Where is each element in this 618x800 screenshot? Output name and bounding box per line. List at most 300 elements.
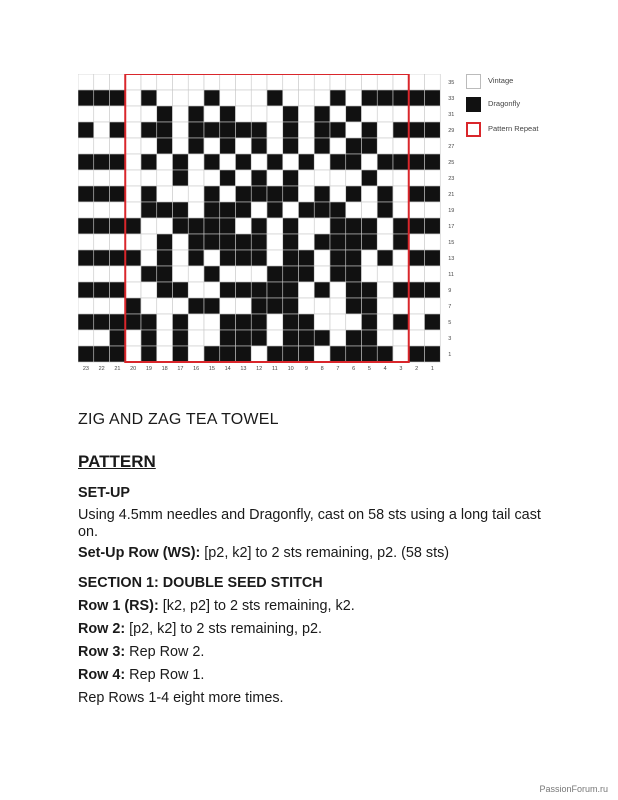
legend-label-dragonfly: Dragonfly <box>488 99 521 108</box>
chart-cell <box>362 282 378 298</box>
column-number-label: 22 <box>98 366 105 372</box>
chart-cell <box>141 330 157 346</box>
column-number-label: 3 <box>399 366 403 372</box>
chart-cell <box>125 282 141 298</box>
chart-cell <box>141 234 157 250</box>
chart-cell <box>346 330 362 346</box>
chart-cell <box>78 218 94 234</box>
chart-cell <box>251 90 267 106</box>
chart-cell <box>346 346 362 362</box>
chart-cell <box>157 202 173 218</box>
chart-cell <box>377 266 393 282</box>
chart-cell <box>299 266 315 282</box>
row-number-label: 17 <box>448 224 455 230</box>
chart-cell <box>173 154 189 170</box>
chart-cell <box>330 106 346 122</box>
chart-cell <box>299 74 315 90</box>
chart-cell <box>94 170 110 186</box>
setup-row-text: [p2, k2] to 2 sts remaining, p2. (58 sts) <box>200 545 450 561</box>
column-number-label: 1 <box>430 366 434 372</box>
chart-cell <box>425 106 441 122</box>
chart-cell <box>409 122 425 138</box>
chart-cell <box>409 234 425 250</box>
chart-cell <box>157 90 173 106</box>
chart-cell <box>393 122 409 138</box>
chart-cell <box>362 314 378 330</box>
chart-cell <box>94 154 110 170</box>
chart-cell <box>330 314 346 330</box>
chart-cell <box>220 314 236 330</box>
chart-cell <box>393 186 409 202</box>
chart-cell <box>377 218 393 234</box>
chart-cell <box>125 314 141 330</box>
chart-cell <box>409 170 425 186</box>
chart-cell <box>299 106 315 122</box>
chart-cell <box>125 122 141 138</box>
row-number-label: 5 <box>448 320 452 326</box>
row-number-label: 35 <box>448 80 455 86</box>
row4-text: Rep Row 1. <box>125 667 205 683</box>
chart-cell <box>283 218 299 234</box>
chart-cell <box>425 266 441 282</box>
chart-cell <box>409 138 425 154</box>
chart-cell <box>94 282 110 298</box>
chart-cell <box>204 282 220 298</box>
chart-cell <box>94 218 110 234</box>
chart-cell <box>283 330 299 346</box>
chart-cell <box>125 266 141 282</box>
chart-cell <box>173 218 189 234</box>
chart-cell <box>251 202 267 218</box>
setup-row-label: Set-Up Row (WS): <box>78 545 201 561</box>
chart-cell <box>362 250 378 266</box>
chart-cell <box>173 74 189 90</box>
chart-cell <box>188 74 204 90</box>
chart-cell <box>330 170 346 186</box>
chart-cell <box>78 266 94 282</box>
chart-cell <box>78 154 94 170</box>
chart-cell <box>346 122 362 138</box>
chart-cell <box>346 170 362 186</box>
chart-cell <box>299 234 315 250</box>
chart-cell <box>125 250 141 266</box>
chart-cell <box>314 250 330 266</box>
row-number-label: 27 <box>448 144 455 150</box>
chart-cell <box>188 250 204 266</box>
row-number-label: 15 <box>448 240 455 246</box>
chart-cell <box>204 154 220 170</box>
chart-cell <box>377 298 393 314</box>
chart-grid <box>78 74 472 374</box>
chart-cell <box>409 90 425 106</box>
chart-cell <box>393 138 409 154</box>
chart-cell <box>283 74 299 90</box>
chart-cell <box>362 266 378 282</box>
chart-cell <box>110 282 126 298</box>
chart-cell <box>204 314 220 330</box>
chart-cell <box>314 154 330 170</box>
chart-cell <box>251 122 267 138</box>
chart-cell <box>330 250 346 266</box>
chart-cell <box>204 346 220 362</box>
chart-cell <box>314 74 330 90</box>
chart-cell <box>283 250 299 266</box>
chart-cell <box>283 90 299 106</box>
chart-cell <box>393 90 409 106</box>
pattern-heading: PATTERN <box>78 452 156 471</box>
chart-cell <box>94 266 110 282</box>
chart-cell <box>220 218 236 234</box>
chart-cell <box>94 186 110 202</box>
chart-cell <box>314 122 330 138</box>
chart-cell <box>267 330 283 346</box>
chart-cell <box>330 90 346 106</box>
chart-cell <box>141 218 157 234</box>
chart-cell <box>267 170 283 186</box>
chart-cell <box>251 282 267 298</box>
chart-cell <box>409 202 425 218</box>
pattern-title: ZIG AND ZAG TEA TOWEL <box>78 411 279 428</box>
column-number-label: 13 <box>240 366 247 372</box>
chart-cell <box>188 218 204 234</box>
chart-cell <box>251 250 267 266</box>
chart-cell <box>362 234 378 250</box>
chart-cell <box>377 138 393 154</box>
column-number-label: 16 <box>193 366 200 372</box>
chart-cell <box>141 282 157 298</box>
chart-cell <box>157 298 173 314</box>
chart-cell <box>409 154 425 170</box>
row-number-label: 11 <box>448 272 454 278</box>
row3 <box>78 644 548 661</box>
chart-cell <box>236 218 252 234</box>
chart-cell <box>299 138 315 154</box>
column-number-label: 17 <box>177 366 184 372</box>
chart-cell <box>377 154 393 170</box>
chart-cell <box>220 234 236 250</box>
chart-cell <box>78 250 94 266</box>
chart-cell <box>141 74 157 90</box>
chart-cell <box>173 122 189 138</box>
column-number-label: 15 <box>208 366 215 372</box>
chart-cell <box>236 106 252 122</box>
chart-cell <box>236 74 252 90</box>
legend-item-dragonfly <box>466 97 606 117</box>
column-number-label: 23 <box>82 366 89 372</box>
chart-cell <box>346 266 362 282</box>
chart-cell <box>220 186 236 202</box>
chart-cell <box>251 314 267 330</box>
chart-cell <box>157 346 173 362</box>
chart-cell <box>299 90 315 106</box>
chart-cell <box>78 346 94 362</box>
chart-cell <box>346 314 362 330</box>
chart-cell <box>220 170 236 186</box>
chart-cell <box>157 218 173 234</box>
chart-cell <box>204 122 220 138</box>
chart-cell <box>377 346 393 362</box>
chart-cell <box>141 122 157 138</box>
chart-cell <box>78 186 94 202</box>
chart-cell <box>141 266 157 282</box>
chart-cell <box>188 346 204 362</box>
chart-cell <box>78 106 94 122</box>
chart-cell <box>157 234 173 250</box>
chart-cell <box>220 282 236 298</box>
chart-cell <box>251 266 267 282</box>
chart-cell <box>409 282 425 298</box>
chart-cell <box>251 154 267 170</box>
chart-cell <box>110 122 126 138</box>
chart-cell <box>346 186 362 202</box>
chart-cell <box>425 298 441 314</box>
chart-cell <box>377 282 393 298</box>
chart-cell <box>283 266 299 282</box>
chart-cell <box>94 346 110 362</box>
section1-heading: SECTION 1: DOUBLE SEED STITCH <box>78 575 323 591</box>
chart-cell <box>204 90 220 106</box>
chart-cell <box>251 138 267 154</box>
chart-cell <box>157 106 173 122</box>
chart-cell <box>157 170 173 186</box>
chart-cell <box>110 314 126 330</box>
chart-cell <box>78 298 94 314</box>
chart-cell <box>94 138 110 154</box>
chart-cell <box>299 154 315 170</box>
chart-cell <box>330 330 346 346</box>
chart-cell <box>362 346 378 362</box>
chart-cell <box>157 314 173 330</box>
chart-cell <box>236 314 252 330</box>
chart-cell <box>330 234 346 250</box>
chart-cell <box>110 154 126 170</box>
chart-cell <box>125 218 141 234</box>
chart-cell <box>314 314 330 330</box>
row-number-label: 7 <box>448 304 452 310</box>
chart-cell <box>220 250 236 266</box>
chart-cell <box>314 186 330 202</box>
row-number-label: 19 <box>448 208 455 214</box>
chart-cell <box>236 90 252 106</box>
chart-cell <box>314 234 330 250</box>
row2-label: Row 2: <box>78 621 126 637</box>
chart-cell <box>251 346 267 362</box>
legend-swatch-pattern-repeat <box>466 122 481 137</box>
setup-text: Using 4.5mm needles and Dragonfly, cast on 58 sts using a long tail cast on. <box>78 507 541 540</box>
chart-cell <box>346 218 362 234</box>
chart-cell <box>299 298 315 314</box>
column-number-label: 8 <box>320 366 324 372</box>
chart-cell <box>236 234 252 250</box>
chart-cell <box>330 346 346 362</box>
chart-cell <box>377 202 393 218</box>
chart-cell <box>78 202 94 218</box>
chart-cell <box>220 298 236 314</box>
chart-cell <box>110 234 126 250</box>
chart-cell <box>220 106 236 122</box>
chart-cell <box>236 122 252 138</box>
chart-cell <box>173 202 189 218</box>
chart-cell <box>236 346 252 362</box>
chart-cell <box>188 234 204 250</box>
chart-cell <box>299 330 315 346</box>
chart-cell <box>188 314 204 330</box>
chart-cell <box>94 90 110 106</box>
chart-cell <box>362 202 378 218</box>
row2-text: [p2, k2] to 2 sts remaining, p2. <box>125 621 322 637</box>
chart-cell <box>377 186 393 202</box>
chart-cell <box>346 138 362 154</box>
chart-cell <box>204 186 220 202</box>
chart-cell <box>377 330 393 346</box>
row4 <box>78 667 548 684</box>
chart-cell <box>314 106 330 122</box>
chart-cell <box>377 74 393 90</box>
chart-cell <box>110 298 126 314</box>
row-number-label: 3 <box>448 336 452 342</box>
chart-cell <box>346 202 362 218</box>
chart-cell <box>251 298 267 314</box>
chart-cell <box>236 170 252 186</box>
chart-cell <box>267 282 283 298</box>
chart-cell <box>283 138 299 154</box>
chart-cell <box>204 234 220 250</box>
chart-cell <box>330 202 346 218</box>
chart-cell <box>393 282 409 298</box>
chart-cell <box>251 234 267 250</box>
chart-cell <box>251 74 267 90</box>
chart-cell <box>283 202 299 218</box>
column-number-label: 12 <box>256 366 263 372</box>
chart-cell <box>346 282 362 298</box>
column-number-label: 2 <box>415 366 419 372</box>
chart-cell <box>141 90 157 106</box>
chart-cell <box>78 90 94 106</box>
chart-cell <box>425 218 441 234</box>
chart-cell <box>141 138 157 154</box>
chart-cell <box>377 106 393 122</box>
chart-cell <box>409 346 425 362</box>
chart-cell <box>236 186 252 202</box>
chart-cell <box>173 314 189 330</box>
chart-cell <box>94 314 110 330</box>
chart-cell <box>110 266 126 282</box>
legend-swatch-vintage <box>466 74 481 89</box>
chart-cell <box>267 186 283 202</box>
chart-cell <box>283 186 299 202</box>
chart-cell <box>283 234 299 250</box>
chart-cell <box>425 282 441 298</box>
chart-cell <box>283 298 299 314</box>
chart-cell <box>409 314 425 330</box>
chart-cell <box>425 330 441 346</box>
chart-cell <box>314 170 330 186</box>
chart-cell <box>425 74 441 90</box>
chart-cell <box>220 346 236 362</box>
chart-cell <box>362 330 378 346</box>
chart-cell <box>393 314 409 330</box>
chart-cell <box>362 218 378 234</box>
chart-cell <box>157 282 173 298</box>
chart-cell <box>236 282 252 298</box>
chart-cell <box>314 90 330 106</box>
chart-cell <box>141 202 157 218</box>
chart-cell <box>173 250 189 266</box>
chart-cell <box>362 122 378 138</box>
row-number-label: 29 <box>448 128 455 134</box>
chart-cell <box>110 74 126 90</box>
legend-swatch-dragonfly <box>466 97 481 112</box>
chart-cell <box>220 122 236 138</box>
chart-cell <box>267 106 283 122</box>
chart-cell <box>125 74 141 90</box>
row2 <box>78 621 548 638</box>
chart-cell <box>314 218 330 234</box>
chart-cell <box>393 266 409 282</box>
chart-cell <box>299 282 315 298</box>
chart-cell <box>251 330 267 346</box>
chart-cell <box>220 330 236 346</box>
chart-cell <box>330 122 346 138</box>
chart-cell <box>141 250 157 266</box>
legend-label-vintage: Vintage <box>488 76 514 85</box>
chart-cell <box>188 154 204 170</box>
chart-cell <box>110 346 126 362</box>
chart-cell <box>267 266 283 282</box>
chart-cell <box>141 346 157 362</box>
chart-cell <box>236 330 252 346</box>
chart-cell <box>141 106 157 122</box>
chart-cell <box>110 218 126 234</box>
chart-cell <box>314 282 330 298</box>
chart-cell <box>314 266 330 282</box>
chart-cell <box>188 202 204 218</box>
chart-cell <box>141 170 157 186</box>
chart-cell <box>393 250 409 266</box>
chart-cell <box>110 250 126 266</box>
chart-cell <box>236 138 252 154</box>
chart-cell <box>78 314 94 330</box>
chart-cell <box>157 122 173 138</box>
chart-cell <box>173 282 189 298</box>
chart-cell <box>267 154 283 170</box>
column-number-label: 18 <box>161 366 168 372</box>
chart-cell <box>267 202 283 218</box>
chart-cell <box>299 250 315 266</box>
setup-heading: SET-UP <box>78 485 130 501</box>
chart-cell <box>157 266 173 282</box>
chart-cell <box>362 138 378 154</box>
chart-cell <box>425 234 441 250</box>
chart-cell <box>425 170 441 186</box>
column-number-label: 5 <box>367 366 371 372</box>
chart-cell <box>283 346 299 362</box>
chart-cell <box>173 330 189 346</box>
chart-cell <box>141 314 157 330</box>
chart-cell <box>125 138 141 154</box>
chart-cell <box>409 218 425 234</box>
chart-cell <box>220 266 236 282</box>
chart-cell <box>173 138 189 154</box>
chart-cell <box>314 138 330 154</box>
chart-cell <box>425 122 441 138</box>
chart-cell <box>314 202 330 218</box>
chart-cell <box>283 282 299 298</box>
chart-cell <box>346 74 362 90</box>
chart-cell <box>125 106 141 122</box>
chart-cell <box>425 90 441 106</box>
chart-cell <box>94 106 110 122</box>
